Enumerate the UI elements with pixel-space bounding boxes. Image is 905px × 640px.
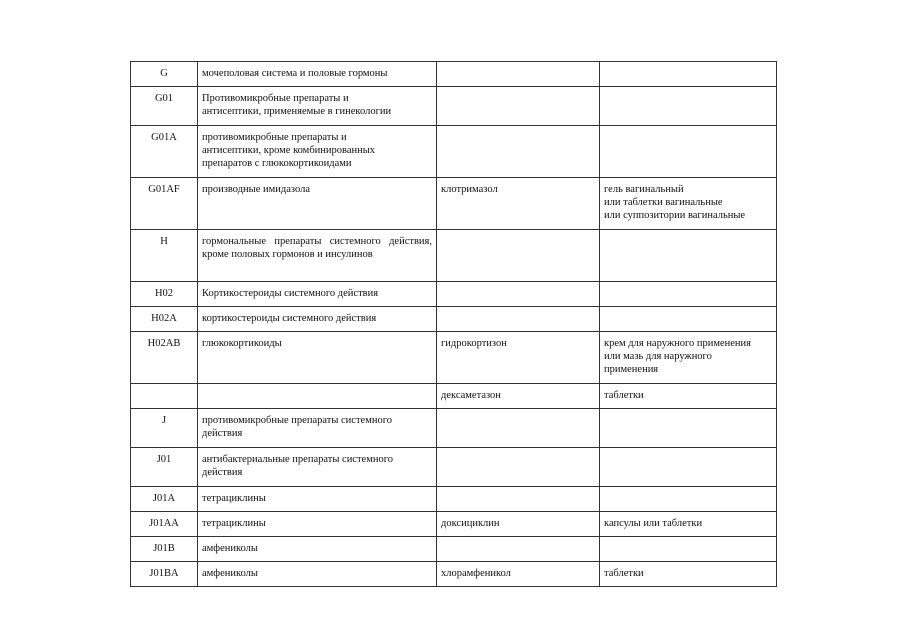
table-row [131, 178, 777, 230]
drug-name-cell [437, 409, 600, 448]
dosage-form-cell [600, 230, 777, 282]
group-name-cell: мочеполовая система и половые гормоны [198, 62, 437, 87]
group-name-cell: антибактериальные препараты системного действия [198, 448, 437, 487]
atc-code-cell: J [131, 409, 198, 448]
drug-name-cell: доксициклин [437, 512, 600, 537]
atc-code-cell: H02A [131, 307, 198, 332]
dosage-form-cell [600, 126, 777, 178]
drug-classification-table [130, 61, 777, 587]
dosage-form-cell: капсулы или таблетки [600, 512, 777, 537]
drug-name-cell: дексаметазон [437, 384, 600, 409]
group-name-cell: противомикробные препараты и антисептики, кроме комбинированных препаратов с глюкокортикоидами [198, 126, 437, 178]
table-row [131, 62, 777, 87]
dosage-form-cell: таблетки [600, 562, 777, 587]
table-row [131, 448, 777, 487]
atc-code-cell: H02AB [131, 332, 198, 384]
dosage-form-cell [600, 409, 777, 448]
group-name-cell: противомикробные препараты системного действия [198, 409, 437, 448]
atc-code-cell: J01A [131, 487, 198, 512]
drug-name-cell [437, 448, 600, 487]
table-row [131, 282, 777, 307]
drug-name-cell [437, 230, 600, 282]
dosage-form-cell [600, 62, 777, 87]
drug-name-cell [437, 62, 600, 87]
atc-code-cell: G01A [131, 126, 198, 178]
dosage-form-cell: таблетки [600, 384, 777, 409]
table-row [131, 230, 777, 282]
group-name-cell: амфениколы [198, 562, 437, 587]
atc-code-cell: G [131, 62, 198, 87]
table-row [131, 384, 777, 409]
drug-name-cell [437, 87, 600, 126]
atc-code-cell: J01AA [131, 512, 198, 537]
dosage-form-cell [600, 448, 777, 487]
drug-name-cell: хлорамфеникол [437, 562, 600, 587]
atc-code-cell [131, 384, 198, 409]
table-row [131, 409, 777, 448]
dosage-form-cell: крем для наружного применения или мазь для наружного применения [600, 332, 777, 384]
table-row [131, 537, 777, 562]
atc-code-cell: J01 [131, 448, 198, 487]
dosage-form-cell [600, 87, 777, 126]
table-row [131, 487, 777, 512]
drug-name-cell [437, 282, 600, 307]
dosage-form-cell [600, 307, 777, 332]
atc-code-cell: J01BA [131, 562, 198, 587]
group-name-cell: гормональные препараты системного действия, кроме половых гормонов и инсулинов [198, 230, 437, 282]
table-row [131, 126, 777, 178]
group-name-cell: кортикостероиды системного действия [198, 307, 437, 332]
group-name-cell: Противомикробные препараты и антисептики, применяемые в гинекологии [198, 87, 437, 126]
table-row [131, 307, 777, 332]
dosage-form-cell: гель вагинальный или таблетки вагинальные или суппозитории вагинальные [600, 178, 777, 230]
group-name-cell: амфениколы [198, 537, 437, 562]
table-row [131, 87, 777, 126]
drug-name-cell: клотримазол [437, 178, 600, 230]
table-row [131, 562, 777, 587]
atc-code-cell: H [131, 230, 198, 282]
drug-name-cell [437, 537, 600, 562]
group-name-cell: тетрациклины [198, 487, 437, 512]
atc-code-cell: J01B [131, 537, 198, 562]
group-name-cell: производные имидазола [198, 178, 437, 230]
drug-name-cell: гидрокортизон [437, 332, 600, 384]
drug-name-cell [437, 307, 600, 332]
group-name-cell: Кортикостероиды системного действия [198, 282, 437, 307]
dosage-form-cell [600, 537, 777, 562]
drug-name-cell [437, 487, 600, 512]
dosage-form-cell [600, 282, 777, 307]
drug-name-cell [437, 126, 600, 178]
atc-code-cell: G01 [131, 87, 198, 126]
group-name-cell [198, 384, 437, 409]
table-row [131, 512, 777, 537]
atc-code-cell: G01AF [131, 178, 198, 230]
group-name-cell: тетрациклины [198, 512, 437, 537]
group-name-cell: глюкокортикоиды [198, 332, 437, 384]
atc-code-cell: H02 [131, 282, 198, 307]
dosage-form-cell [600, 487, 777, 512]
table-row [131, 332, 777, 384]
